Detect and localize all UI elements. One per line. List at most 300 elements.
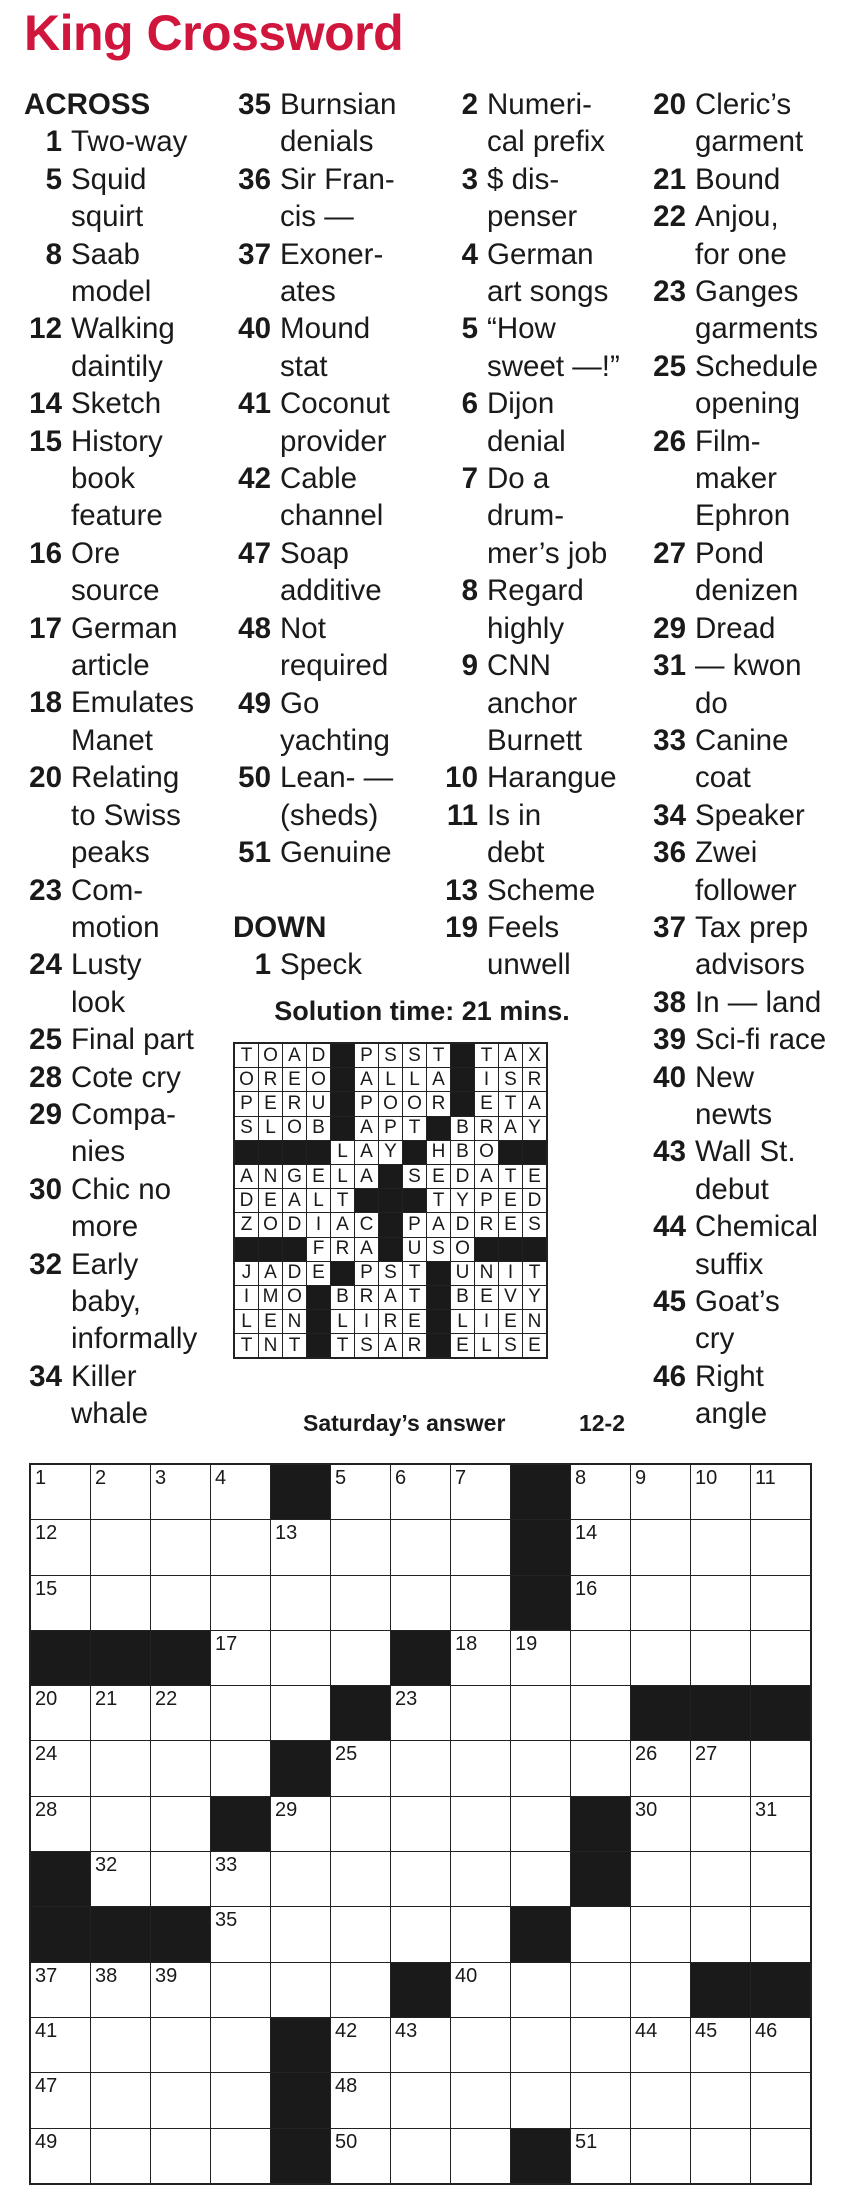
clue-number: 25 xyxy=(29,1023,62,1057)
clue xyxy=(648,1021,853,1058)
answer-cell: R xyxy=(475,1213,499,1237)
answer-cell: L xyxy=(331,1310,355,1334)
answer-cell: O xyxy=(283,1285,307,1309)
grid-cell[interactable] xyxy=(331,1520,391,1575)
grid-cell[interactable] xyxy=(631,1630,691,1685)
grid-cell[interactable] xyxy=(91,2073,151,2128)
grid-cell[interactable] xyxy=(511,1686,571,1741)
clue-line: Right xyxy=(695,1359,764,1393)
clue-text xyxy=(62,1096,234,1171)
clue-line: Speck xyxy=(280,948,362,982)
clue xyxy=(648,198,853,273)
clue-line: more xyxy=(71,1210,139,1244)
cell-number: 17 xyxy=(215,1632,238,1655)
grid-cell[interactable] xyxy=(151,1962,211,2017)
answer-cell: P xyxy=(355,1261,379,1285)
grid-cell[interactable] xyxy=(691,1630,751,1685)
grid-cell[interactable] xyxy=(391,1686,451,1741)
clue-text xyxy=(478,385,650,460)
answer-block xyxy=(379,1213,403,1237)
clue-line: drum- xyxy=(487,499,565,533)
grid-cell[interactable] xyxy=(211,1520,271,1575)
clue-line: additive xyxy=(280,574,382,608)
cell-number: 42 xyxy=(335,2019,358,2042)
grid-cell[interactable] xyxy=(391,1907,451,1962)
clue-line: Anjou, xyxy=(695,200,779,234)
clue xyxy=(648,647,853,722)
grid-cell[interactable] xyxy=(571,1741,631,1796)
grid-cell[interactable] xyxy=(451,2128,511,2184)
clue xyxy=(440,797,650,872)
answer-cell: C xyxy=(355,1213,379,1237)
grid-block xyxy=(571,1852,631,1907)
grid-cell[interactable] xyxy=(211,1630,271,1685)
answer-cell: P xyxy=(355,1092,379,1116)
answer-cell: T xyxy=(499,1164,523,1188)
answer-block xyxy=(283,1237,307,1261)
answer-cell: Y xyxy=(523,1116,548,1140)
clue-text xyxy=(686,348,853,423)
grid-cell[interactable] xyxy=(151,2017,211,2072)
grid-cell[interactable] xyxy=(151,1741,211,1796)
grid-cell[interactable] xyxy=(271,1520,331,1575)
clue-number: 40 xyxy=(238,312,271,346)
clue-text xyxy=(271,161,443,236)
grid-cell[interactable] xyxy=(91,1464,151,1520)
grid-cell[interactable] xyxy=(91,2128,151,2184)
grid-cell[interactable] xyxy=(751,2073,812,2128)
cell-number: 19 xyxy=(515,1632,538,1655)
grid-cell[interactable] xyxy=(751,2128,812,2184)
clue-text xyxy=(478,909,650,984)
answer-block xyxy=(427,1310,451,1334)
grid-cell[interactable] xyxy=(451,1852,511,1907)
grid-cell[interactable] xyxy=(151,1575,211,1630)
clue xyxy=(648,1358,853,1433)
clue-number: 32 xyxy=(29,1247,62,1281)
clue xyxy=(648,273,853,348)
clue-number: 21 xyxy=(653,162,686,196)
clue-number: 1 xyxy=(45,125,62,159)
clue-line: ates xyxy=(280,275,336,309)
clue xyxy=(440,236,650,311)
answer-cell: L xyxy=(307,1189,331,1213)
answer-cell: I xyxy=(499,1261,523,1285)
grid-cell[interactable] xyxy=(331,1575,391,1630)
grid-cell[interactable] xyxy=(391,1520,451,1575)
answer-cell: S xyxy=(379,1261,403,1285)
grid-cell[interactable] xyxy=(631,2128,691,2184)
clue-text xyxy=(686,834,853,909)
clue-line: Emulates xyxy=(71,686,194,720)
grid-cell[interactable] xyxy=(91,1575,151,1630)
grid-cell[interactable] xyxy=(211,1852,271,1907)
section-header: DOWN xyxy=(233,910,327,944)
cell-number: 26 xyxy=(635,1743,658,1766)
clue xyxy=(24,946,234,1021)
grid-cell[interactable] xyxy=(91,1796,151,1851)
answer-cell: I xyxy=(307,1213,331,1237)
clue-number: 17 xyxy=(29,611,62,645)
grid-cell[interactable] xyxy=(151,1464,211,1520)
grid-cell[interactable] xyxy=(631,1464,691,1520)
grid-cell[interactable] xyxy=(631,1907,691,1962)
grid-cell[interactable] xyxy=(91,1741,151,1796)
grid-cell[interactable] xyxy=(451,1686,511,1741)
grid-cell[interactable] xyxy=(511,1796,571,1851)
grid-cell[interactable] xyxy=(30,1464,91,1520)
answer-cell: E xyxy=(259,1189,283,1213)
clue-number: 19 xyxy=(445,910,478,944)
answer-cell: S xyxy=(523,1213,548,1237)
grid-cell[interactable] xyxy=(391,2017,451,2072)
answer-block xyxy=(331,1043,355,1068)
clue-line: suffix xyxy=(695,1247,764,1281)
grid-cell[interactable] xyxy=(211,2017,271,2072)
grid-cell[interactable] xyxy=(451,1907,511,1962)
answer-cell: P xyxy=(403,1213,427,1237)
grid-cell[interactable] xyxy=(691,2017,751,2072)
clue-line: Cleric’s xyxy=(695,88,792,121)
clue-text xyxy=(478,797,650,872)
answer-cell: A xyxy=(355,1068,379,1092)
answer-block xyxy=(283,1140,307,1164)
grid-cell[interactable] xyxy=(691,2128,751,2184)
grid-cell[interactable] xyxy=(451,1741,511,1796)
grid-cell[interactable] xyxy=(30,1686,91,1741)
answer-cell: I xyxy=(355,1310,379,1334)
answer-cell: M xyxy=(259,1285,283,1309)
grid-cell[interactable] xyxy=(211,1962,271,2017)
clue xyxy=(24,236,234,311)
grid-cell[interactable] xyxy=(91,2017,151,2072)
grid-cell[interactable] xyxy=(751,1796,812,1851)
answer-cell: V xyxy=(499,1285,523,1309)
grid-cell[interactable] xyxy=(331,1796,391,1851)
clue xyxy=(233,610,443,685)
answer-cell: E xyxy=(403,1310,427,1334)
grid-cell[interactable] xyxy=(511,2017,571,2072)
grid-cell[interactable] xyxy=(151,2073,211,2128)
grid-cell[interactable] xyxy=(331,1962,391,2017)
grid-cell[interactable] xyxy=(391,1575,451,1630)
grid-block xyxy=(331,1686,391,1741)
grid-cell[interactable] xyxy=(511,1741,571,1796)
grid-cell[interactable] xyxy=(30,1796,91,1851)
grid-block xyxy=(751,1962,812,2017)
clue-line: cal prefix xyxy=(487,125,606,159)
clue-line: cry xyxy=(695,1322,735,1356)
answer-cell: Y xyxy=(523,1285,548,1309)
grid-cell[interactable] xyxy=(271,1852,331,1907)
clue-line: maker xyxy=(695,462,777,496)
grid-cell[interactable] xyxy=(151,1796,211,1851)
clue-line: feature xyxy=(71,499,163,533)
clue xyxy=(648,348,853,423)
clue xyxy=(648,722,853,797)
grid-cell[interactable] xyxy=(571,1630,631,1685)
clue xyxy=(440,909,650,984)
grid-cell[interactable] xyxy=(691,1741,751,1796)
clue-column-3 xyxy=(440,86,650,984)
answer-block xyxy=(331,1092,355,1116)
grid-cell[interactable] xyxy=(211,1575,271,1630)
grid-cell[interactable] xyxy=(571,1907,631,1962)
grid-cell[interactable] xyxy=(691,1796,751,1851)
clue-line: — kwon xyxy=(695,649,802,683)
grid-cell[interactable] xyxy=(451,1796,511,1851)
clue-text xyxy=(686,610,853,647)
grid-cell[interactable] xyxy=(451,1520,511,1575)
cell-number: 6 xyxy=(395,1467,407,1489)
answer-block xyxy=(451,1068,475,1092)
grid-cell[interactable] xyxy=(451,2073,511,2128)
grid-cell[interactable] xyxy=(91,1962,151,2017)
clue-line: coat xyxy=(695,761,751,795)
grid-cell[interactable] xyxy=(691,2073,751,2128)
clue-line: Manet xyxy=(71,723,153,757)
clue-text xyxy=(62,759,234,871)
grid-cell[interactable] xyxy=(30,2017,91,2072)
clue-number: 3 xyxy=(461,162,478,196)
answer-cell: L xyxy=(331,1164,355,1188)
answer-cell: E xyxy=(499,1310,523,1334)
puzzle-grid[interactable] xyxy=(29,1463,812,2185)
grid-block xyxy=(211,1796,271,1851)
grid-cell[interactable] xyxy=(691,1907,751,1962)
grid-block xyxy=(511,1520,571,1575)
grid-cell[interactable] xyxy=(571,1464,631,1520)
answer-cell: D xyxy=(307,1043,331,1068)
answer-cell: B xyxy=(331,1285,355,1309)
grid-cell[interactable] xyxy=(30,2128,91,2184)
clue-line: Bound xyxy=(695,162,781,196)
clue-line: Squid xyxy=(71,162,147,196)
grid-cell[interactable] xyxy=(151,1852,211,1907)
answer-block xyxy=(427,1116,451,1140)
clue xyxy=(233,310,443,385)
grid-cell[interactable] xyxy=(271,1575,331,1630)
grid-cell[interactable] xyxy=(271,1796,331,1851)
clue-text xyxy=(686,1133,853,1208)
answer-cell: N xyxy=(475,1261,499,1285)
answer-cell: A xyxy=(283,1043,307,1068)
grid-cell[interactable] xyxy=(30,1962,91,2017)
clue xyxy=(24,1246,234,1358)
grid-cell[interactable] xyxy=(631,2017,691,2072)
clue-line: Relating xyxy=(71,761,180,795)
grid-cell[interactable] xyxy=(571,2017,631,2072)
cell-number: 28 xyxy=(35,1798,58,1821)
grid-cell[interactable] xyxy=(511,1630,571,1685)
cell-number: 18 xyxy=(455,1632,478,1655)
clue-number: 1 xyxy=(254,948,271,982)
clue-number: 43 xyxy=(653,1135,686,1169)
grid-cell[interactable] xyxy=(391,2128,451,2184)
clue-line: (sheds) xyxy=(280,798,379,832)
grid-block xyxy=(631,1686,691,1741)
clue-line: newts xyxy=(695,1097,773,1131)
grid-cell[interactable] xyxy=(331,2073,391,2128)
grid-cell[interactable] xyxy=(151,1686,211,1741)
grid-cell[interactable] xyxy=(571,2073,631,2128)
cell-number: 50 xyxy=(335,2130,358,2153)
clue-line: angle xyxy=(695,1397,768,1431)
clue-line: Cote cry xyxy=(71,1060,181,1094)
grid-cell[interactable] xyxy=(631,1520,691,1575)
answer-cell: A xyxy=(331,1213,355,1237)
grid-cell[interactable] xyxy=(91,1686,151,1741)
grid-cell[interactable] xyxy=(631,1575,691,1630)
grid-block xyxy=(271,2073,331,2128)
clue-text xyxy=(686,198,853,273)
grid-cell[interactable] xyxy=(691,1464,751,1520)
answer-cell: O xyxy=(259,1043,283,1068)
clue xyxy=(648,161,853,198)
answer-block xyxy=(259,1140,283,1164)
grid-cell[interactable] xyxy=(751,2017,812,2072)
clue-number: 47 xyxy=(238,536,271,570)
clue-line: highly xyxy=(487,611,565,645)
answer-cell: A xyxy=(427,1213,451,1237)
grid-cell[interactable] xyxy=(571,2128,631,2184)
cell-number: 15 xyxy=(35,1577,58,1600)
grid-cell[interactable] xyxy=(511,1852,571,1907)
grid-cell[interactable] xyxy=(751,1852,812,1907)
grid-cell[interactable] xyxy=(331,1907,391,1962)
grid-cell[interactable] xyxy=(391,2073,451,2128)
grid-cell[interactable] xyxy=(91,1852,151,1907)
grid-cell[interactable] xyxy=(451,1630,511,1685)
grid-cell[interactable] xyxy=(751,1575,812,1630)
cell-number: 24 xyxy=(35,1743,58,1766)
clue-text xyxy=(62,946,234,1021)
grid-cell[interactable] xyxy=(511,2073,571,2128)
answer-cell: I xyxy=(234,1285,259,1309)
grid-cell[interactable] xyxy=(331,1464,391,1520)
grid-cell[interactable] xyxy=(751,1464,812,1520)
grid-cell[interactable] xyxy=(571,1962,631,2017)
grid-cell[interactable] xyxy=(331,2128,391,2184)
grid-cell[interactable] xyxy=(571,1520,631,1575)
grid-cell[interactable] xyxy=(631,1962,691,2017)
grid-cell[interactable] xyxy=(751,1907,812,1962)
answer-cell: B xyxy=(451,1116,475,1140)
clue-line: Regard xyxy=(487,574,584,608)
clue-text xyxy=(686,984,853,1021)
grid-cell[interactable] xyxy=(331,1630,391,1685)
grid-cell[interactable] xyxy=(451,2017,511,2072)
clue xyxy=(233,535,443,610)
grid-cell[interactable] xyxy=(751,1741,812,1796)
grid-cell[interactable] xyxy=(451,1464,511,1520)
grid-cell[interactable] xyxy=(91,1520,151,1575)
answer-cell: T xyxy=(331,1189,355,1213)
clue-line: source xyxy=(71,574,160,608)
grid-cell[interactable] xyxy=(271,1962,331,2017)
grid-cell[interactable] xyxy=(331,2017,391,2072)
grid-cell[interactable] xyxy=(151,2128,211,2184)
clue-text xyxy=(62,161,234,236)
grid-cell[interactable] xyxy=(631,1852,691,1907)
grid-cell[interactable] xyxy=(451,1962,511,2017)
grid-cell[interactable] xyxy=(631,1741,691,1796)
grid-cell[interactable] xyxy=(211,2128,271,2184)
cell-number: 32 xyxy=(95,1854,118,1877)
grid-cell[interactable] xyxy=(211,1741,271,1796)
clue-text xyxy=(62,310,234,385)
grid-cell[interactable] xyxy=(211,1907,271,1962)
answer-cell: R xyxy=(379,1310,403,1334)
grid-cell[interactable] xyxy=(30,1520,91,1575)
grid-cell[interactable] xyxy=(691,1575,751,1630)
grid-cell[interactable] xyxy=(391,1852,451,1907)
grid-cell[interactable] xyxy=(691,1520,751,1575)
clue-line: Chic no xyxy=(71,1172,172,1206)
grid-cell[interactable] xyxy=(211,1686,271,1741)
grid-cell[interactable] xyxy=(331,1741,391,1796)
grid-cell[interactable] xyxy=(631,1796,691,1851)
answer-cell: D xyxy=(234,1189,259,1213)
grid-cell[interactable] xyxy=(30,1741,91,1796)
answer-cell: A xyxy=(283,1189,307,1213)
answer-cell: O xyxy=(403,1092,427,1116)
clue xyxy=(440,872,650,909)
answer-block xyxy=(307,1310,331,1334)
clue xyxy=(648,86,853,161)
grid-cell[interactable] xyxy=(751,1630,812,1685)
grid-cell[interactable] xyxy=(571,1686,631,1741)
answer-cell: P xyxy=(355,1043,379,1068)
grid-cell[interactable] xyxy=(30,2073,91,2128)
clue-line: Sci-fi race xyxy=(695,1023,827,1057)
clue-text xyxy=(686,1059,853,1134)
grid-cell[interactable] xyxy=(331,1852,391,1907)
grid-cell[interactable] xyxy=(511,1962,571,2017)
clue-text xyxy=(686,1021,853,1058)
clue xyxy=(440,385,650,460)
clue-line: Walking xyxy=(71,312,175,346)
grid-cell[interactable] xyxy=(151,1520,211,1575)
grid-cell[interactable] xyxy=(211,1464,271,1520)
grid-cell[interactable] xyxy=(451,1575,511,1630)
grid-cell[interactable] xyxy=(751,1520,812,1575)
grid-cell[interactable] xyxy=(571,1575,631,1630)
clue-number: 18 xyxy=(29,686,62,720)
grid-cell[interactable] xyxy=(631,2073,691,2128)
grid-cell[interactable] xyxy=(271,1630,331,1685)
clue-line: for one xyxy=(695,237,787,271)
cell-number: 25 xyxy=(335,1743,358,1766)
clue xyxy=(24,759,234,871)
clue-text xyxy=(62,423,234,535)
grid-cell[interactable] xyxy=(391,1741,451,1796)
clue-text xyxy=(686,1208,853,1283)
puzzle-title: King Crossword xyxy=(24,5,404,61)
grid-cell[interactable] xyxy=(691,1852,751,1907)
grid-cell[interactable] xyxy=(271,1686,331,1741)
grid-cell[interactable] xyxy=(30,1575,91,1630)
grid-cell[interactable] xyxy=(271,1907,331,1962)
grid-cell[interactable] xyxy=(391,1796,451,1851)
grid-cell[interactable] xyxy=(391,1464,451,1520)
grid-cell[interactable] xyxy=(211,2073,271,2128)
clue-number: 37 xyxy=(238,237,271,271)
clue-line: Cable xyxy=(280,462,358,496)
answer-block xyxy=(427,1285,451,1309)
clue xyxy=(648,984,853,1021)
clue-text xyxy=(686,909,853,984)
